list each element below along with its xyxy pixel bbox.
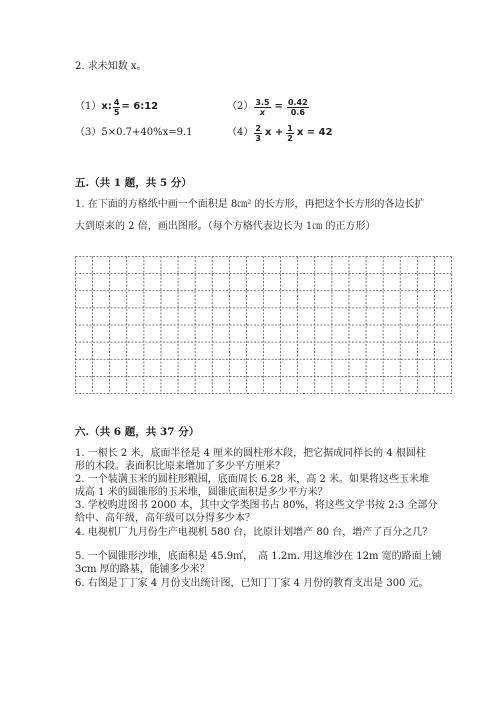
equation-1-fraction <box>113 98 121 117</box>
equation-4-denominator-2: 2 <box>287 133 293 143</box>
section-5-problem-line-2: 大到原来的 2 倍，画出图形。（每个方格代表边长为 1㎝ 的正方形） <box>75 221 376 232</box>
equation-2-fraction-left <box>254 98 270 117</box>
equation-2-equals: = <box>274 101 283 112</box>
equation-2-denominator-right: 0.6 <box>290 107 305 117</box>
section-6-line: 形的木段。表面积比原来增加了多少平方厘米？ <box>75 461 285 472</box>
equation-4-numerator-1: 2 <box>255 123 261 133</box>
section-5-problem-line-1: 1. 在下面的方格纸中画一个面积是 8㎝² 的长方形，再把这个长方形的各边长扩 <box>75 199 425 210</box>
section-6-line: 1. 一根长 2 米，底面半径是 4 厘米的圆柱形木段，把它据成同样长的 4 根圆柱 <box>75 448 426 459</box>
equation-2 <box>227 97 310 117</box>
equation-1 <box>75 99 158 115</box>
equation-4 <box>227 124 333 142</box>
equation-4-numerator-2: 1 <box>287 123 293 133</box>
equation-2-fraction-right <box>287 98 309 117</box>
equation-4-fraction-2 <box>286 124 294 143</box>
equation-1-label: （1） <box>75 101 102 112</box>
equation-4-middle: x + <box>264 127 284 138</box>
equation-2-label: （2） <box>227 101 254 112</box>
section-6-title: 六.（共 6 题，共 37 分） <box>75 426 200 438</box>
section-6-line: 5. 一个圆锥形沙堆，底面积是 45.9㎡， 高 1.2m. 用这堆沙在 12m 宽的路面上铺 <box>75 551 442 562</box>
section-5-title: 五.（共 1 题，共 5 分） <box>75 177 192 189</box>
section-6-line: 2. 一个装满玉米的圆柱形粮囤，底面周长 6.28 米，高 2 米。如果将这些玉米堆 <box>75 474 430 485</box>
equation-4-denominator-1: 3 <box>255 133 261 143</box>
section-6-line: 成高 1 米的圆锥形的玉米堆，圆锥底面积是多少平方米？ <box>75 487 328 498</box>
equation-2-denominator-left: x <box>259 107 266 117</box>
equation-2-numerator-left: 3.5 <box>255 97 270 107</box>
equation-4-rhs: x = 42 <box>296 127 333 138</box>
question-2-heading: 2. 求未知数 x。 <box>75 61 147 72</box>
equation-3-label: （3） <box>75 127 102 138</box>
equation-1-rhs: = 6:12 <box>121 101 159 112</box>
equation-4-fraction-1 <box>254 124 262 143</box>
equation-2-numerator-right: 0.42 <box>287 97 308 107</box>
equation-1-lhs: x: <box>101 101 112 112</box>
equation-1-denominator: 5 <box>113 107 120 117</box>
section-6-line: 给中、高年级，高年级可以分得多少本？ <box>75 513 255 524</box>
section-6-line: 4. 电视机厂九月份生产电视机 580 台，比原计划增产 80 台，增产了百分之几？ <box>75 527 433 538</box>
section-6-line: 3. 学校购进图书 2000 本，其中文学类图书占 80%，将这些文学书按 2:3 全部分 <box>75 500 438 511</box>
section-6-line: 6. 右图是丁丁家 4 月份支出统计图，已知丁丁家 4 月份的教育支出是 300 元。 <box>75 578 429 589</box>
equation-3 <box>75 127 193 139</box>
equation-4-label: （4） <box>227 127 254 138</box>
equation-3-text: 5×0.7+40%x=9.1 <box>101 127 193 138</box>
section-6-line: 3cm 厚的路基，能铺多少米？ <box>75 564 210 575</box>
equation-1-numerator: 4 <box>113 97 120 107</box>
grid-paper <box>75 256 452 394</box>
